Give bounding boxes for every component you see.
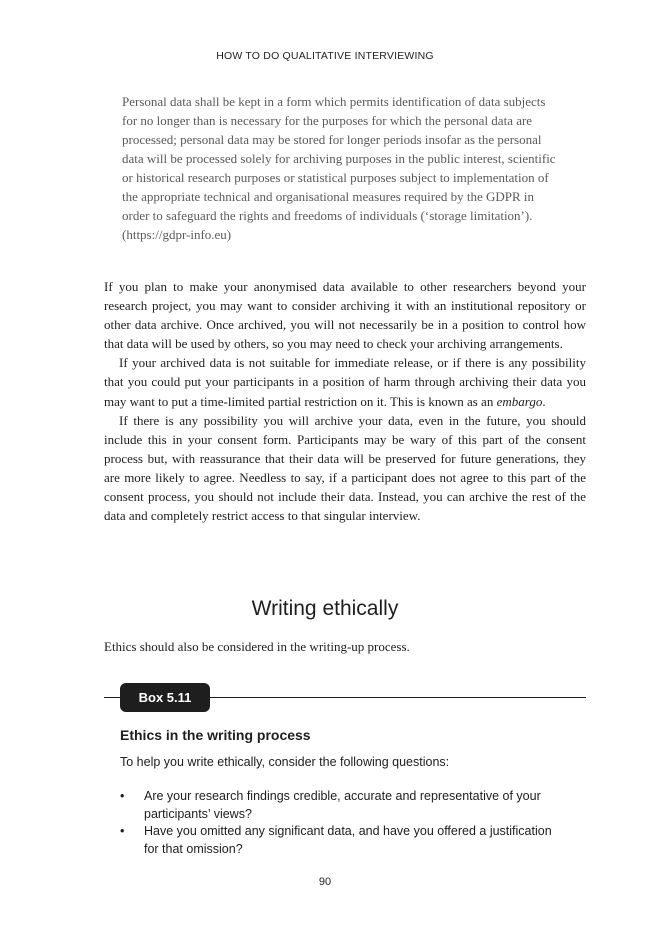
list-item-text: Have you omitted any significant data, and have you offered a justification for that omission? bbox=[144, 824, 552, 856]
paragraph-embargo-text: If your archived data is not suitable for immediate release, or if there is any possibility that you could put your participants in a position of harm through archiving their data you may want to put a time-limited partial restriction on it. This is known as an bbox=[104, 355, 586, 409]
box-title: Ethics in the writing process bbox=[120, 727, 311, 743]
box-label: Box 5.11 bbox=[120, 683, 210, 712]
section-heading: Writing ethically bbox=[251, 597, 399, 620]
box-intro: To help you write ethically, consider the following questions: bbox=[120, 755, 450, 769]
bullet-icon: • bbox=[120, 824, 125, 838]
archiving-paragraphs bbox=[104, 277, 586, 525]
paragraph-embargo-end: . bbox=[542, 393, 546, 409]
section-intro: Ethics should also be considered in the writing-up process. bbox=[104, 639, 410, 654]
list-item bbox=[120, 823, 560, 858]
paragraph-archiving: If you plan to make your anonymised data available to other researchers beyond your research project, you may want to consider archiving it with an institutional repository or other data archive. Once archived, you will not necessarily be in a position to control how that data will be used by others, so you may need to check your archiving arrangements. bbox=[104, 279, 586, 352]
list-item bbox=[120, 788, 560, 823]
running-head: HOW TO DO QUALITATIVE INTERVIEWING bbox=[216, 50, 434, 62]
embargo-term: embargo bbox=[496, 393, 543, 409]
bullet-icon: • bbox=[120, 789, 125, 803]
gdpr-quote: Personal data shall be kept in a form which permits identification of data subjects for no longer than is necessary for the purposes for which the personal data are processed; personal data may be stored for longer periods insofar as the personal data will be processed solely for archiving purposes in the public interest, scientific or historical research purposes or statistical purposes subject to implementation of the appropriate technical and organisational measures required by the GDPR in order to safeguard the rights and freedoms of individuals (‘storage limitation’). (https://gdpr-info.eu) bbox=[122, 94, 556, 242]
box-question-list bbox=[120, 788, 560, 858]
paragraph-embargo bbox=[104, 353, 586, 410]
page-number: 90 bbox=[318, 876, 332, 888]
list-item-text: Are your research findings credible, accurate and representative of your participants’ views? bbox=[144, 789, 541, 821]
paragraph-consent: If there is any possibility you will archive your data, even in the future, you should include this in your consent form. Participants may be wary of this part of the consent process but, with reassurance that their data will be preserved for future generations, they are more likely to agree. Needless to say, if a participant does not agree to this part of the consent process, you should not include their data. Instead, you can archive the rest of the data and completely restrict access to that singular interview. bbox=[104, 412, 586, 524]
